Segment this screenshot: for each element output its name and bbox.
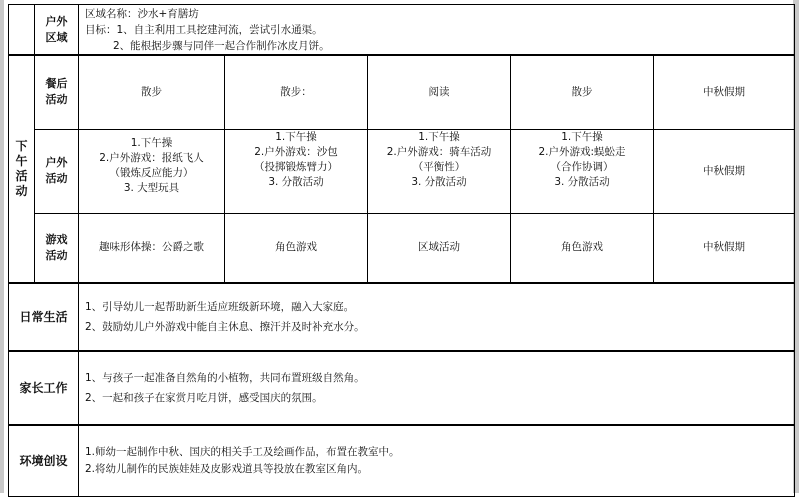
daily-life-content: 1、引导幼儿一起帮助新生适应班级新环境，融入大家庭。 2、鼓励幼儿户外游戏中能自主休息、擦汗并及时补充水分。 bbox=[79, 283, 795, 351]
after-meal-mon: 散步 bbox=[79, 55, 225, 129]
outdoor-area-content bbox=[79, 5, 795, 56]
area-name-line: 区域名称：沙水+育膳坊 bbox=[85, 8, 199, 20]
outdoor-activity-thu: 1.下午操 2.户外游戏:蜈蚣走 （合作协调） 3. 分散活动 bbox=[511, 129, 654, 213]
environment-label: 环境创设 bbox=[9, 425, 79, 496]
after-meal-thu: 散步 bbox=[511, 55, 654, 129]
outdoor-area-label: 户外 区域 bbox=[35, 5, 79, 56]
parent-work-content: 1、与孩子一起准备自然角的小植物，共同布置班级自然角。 2、一起和孩子在家赏月吃月饼，感受国庆的氛围。 bbox=[79, 351, 795, 425]
game-activity-thu: 角色游戏 bbox=[511, 213, 654, 283]
outdoor-activity-mon: 1.下午操 2.户外游戏：报纸飞人 （锻炼反应能力） 3. 大型玩具 bbox=[79, 129, 225, 213]
daily-life-row bbox=[9, 283, 795, 351]
game-activity-mon: 趣味形体操：公爵之歌 bbox=[79, 213, 225, 283]
game-activity-label: 游戏 活动 bbox=[35, 213, 79, 283]
after-meal-tue: 散步： bbox=[225, 55, 368, 129]
window-frame-left bbox=[0, 0, 4, 493]
after-meal-label: 餐后 活动 bbox=[35, 55, 79, 129]
after-meal-fri: 中秋假期 bbox=[654, 55, 795, 129]
game-activity-wed: 区域活动 bbox=[368, 213, 511, 283]
environment-row bbox=[9, 425, 795, 496]
after-meal-row bbox=[9, 55, 795, 129]
after-meal-wed: 阅读 bbox=[368, 55, 511, 129]
outdoor-activity-fri: 中秋假期 bbox=[654, 129, 795, 213]
environment-content: 1.师幼一起制作中秋、国庆的相关手工及绘画作品，布置在教室中。 2.将幼儿制作的民族娃娃及皮影戏道具等投放在教室区角内。 bbox=[79, 425, 795, 496]
outdoor-activity-label: 户外 活动 bbox=[35, 129, 79, 213]
daily-life-label: 日常生活 bbox=[9, 283, 79, 351]
parent-work-label: 家长工作 bbox=[9, 351, 79, 425]
goal-line-2: 2、能根据步骤与同伴一起合作制作冰皮月饼。 bbox=[113, 40, 330, 52]
outdoor-activity-wed: 1.下午操 2.户外游戏：骑车活动 （平衡性） 3. 分散活动 bbox=[368, 129, 511, 213]
game-activity-fri: 中秋假期 bbox=[654, 213, 795, 283]
game-activity-row bbox=[9, 213, 795, 283]
outdoor-activity-row bbox=[9, 129, 795, 213]
goal-line-1: 目标：1、自主利用工具挖建河流，尝试引水通渠。 bbox=[85, 24, 323, 36]
parent-work-row bbox=[9, 351, 795, 425]
outdoor-area-row bbox=[9, 5, 795, 56]
blank-corner-cell bbox=[9, 5, 35, 56]
game-activity-tue: 角色游戏 bbox=[225, 213, 368, 283]
afternoon-activities-label: 下 午 活 动 bbox=[9, 55, 35, 283]
weekly-plan-table bbox=[8, 4, 795, 497]
outdoor-activity-tue: 1.下午操 2.户外游戏：沙包 （投掷锻炼臂力） 3. 分散活动 bbox=[225, 129, 368, 213]
